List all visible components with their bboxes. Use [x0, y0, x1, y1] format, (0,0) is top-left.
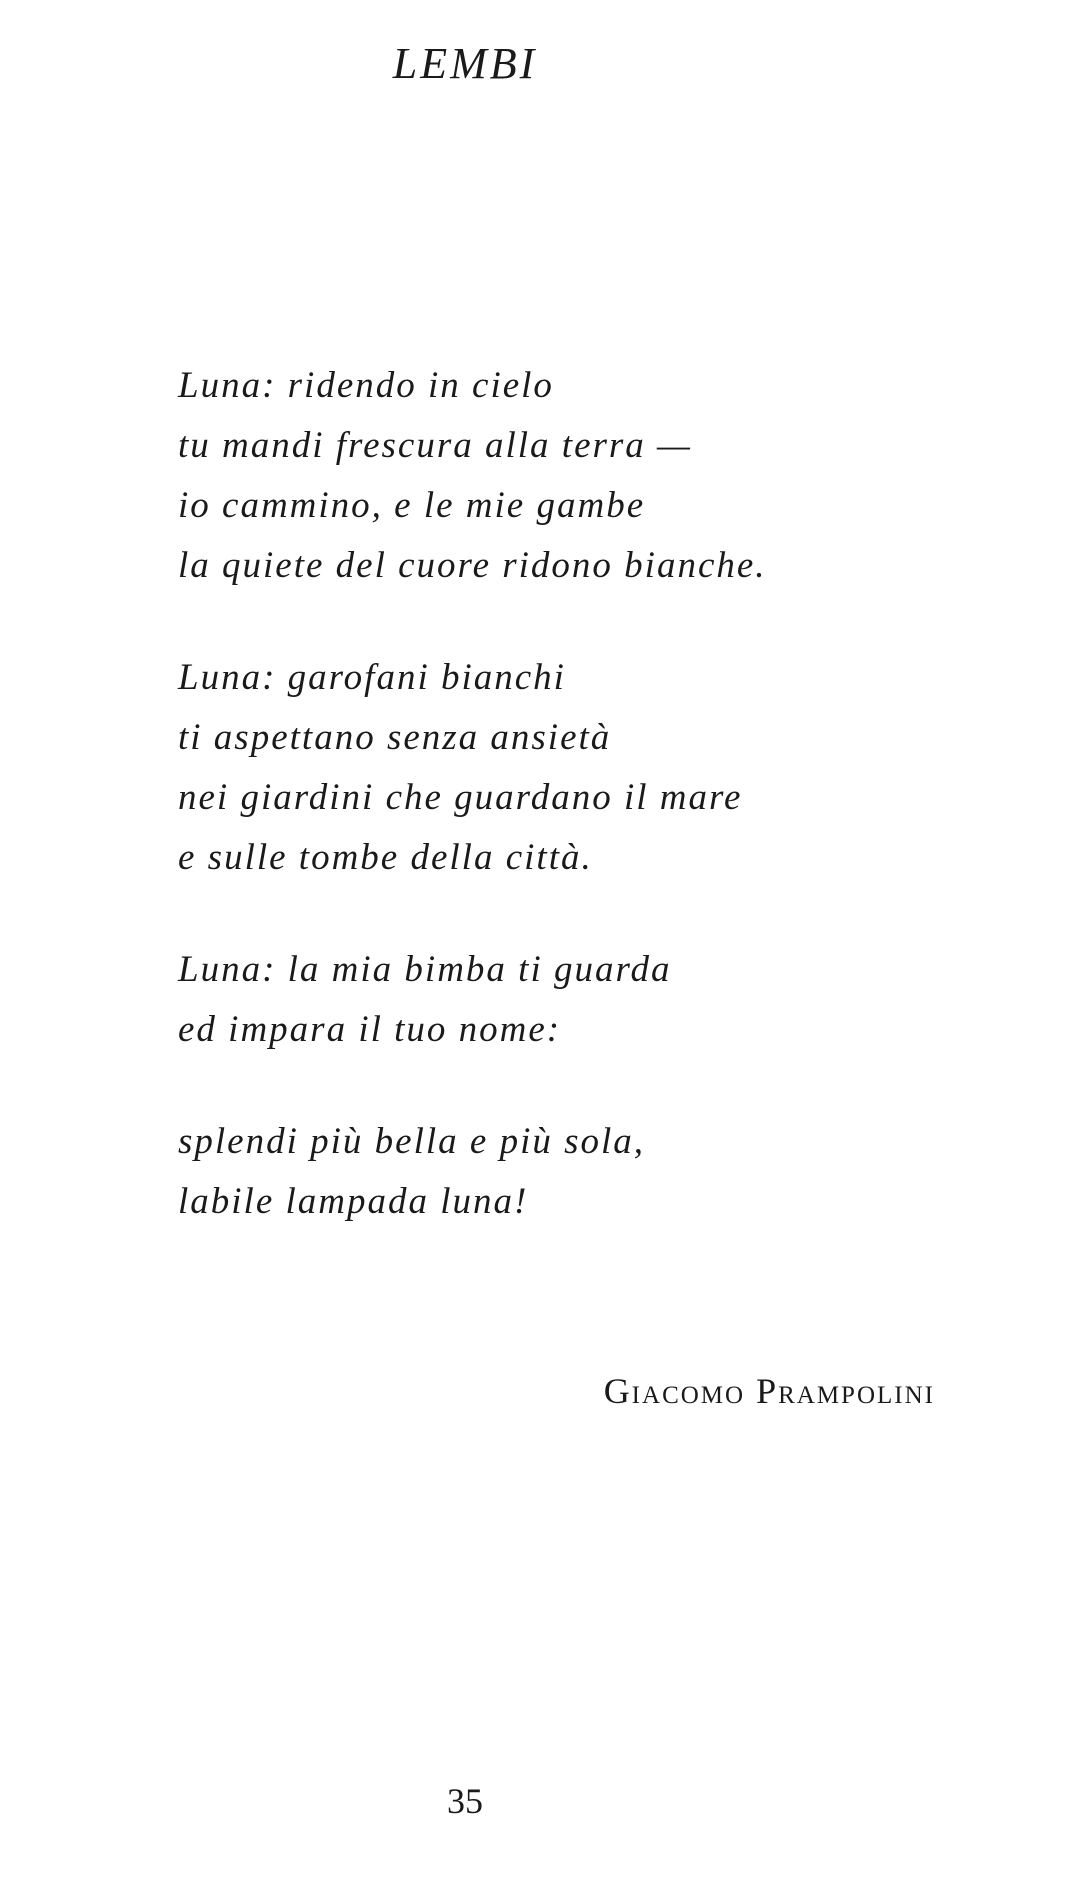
stanza-4 — [178, 1112, 767, 1232]
poem-line: nei giardini che guardano il mare — [178, 777, 743, 818]
poem-line: e sulle tombe della città. — [178, 837, 593, 878]
poem-line: la quiete del cuore ridono bianche. — [178, 545, 767, 586]
poem-line: io cammino, e le mie gambe — [178, 485, 646, 526]
page-number: 35 — [447, 1781, 483, 1821]
poem-line: ti aspettano senza ansietà — [178, 717, 612, 758]
poem-line: ed impara il tuo nome: — [178, 1009, 562, 1050]
poem-line: labile lampada luna! — [178, 1181, 529, 1222]
stanza-1 — [178, 356, 767, 596]
poem-line: tu mandi frescura alla terra — — [178, 425, 692, 466]
author-signature: Giacomo Prampolini — [603, 1371, 935, 1411]
poem-line: splendi più bella e più sola, — [178, 1121, 646, 1162]
stanza-2 — [178, 648, 767, 888]
poem-body — [178, 356, 767, 1284]
poem-line: Luna: ridendo in cielo — [178, 365, 554, 406]
stanza-3 — [178, 940, 767, 1060]
poem-line: Luna: garofani bianchi — [178, 657, 566, 698]
poem-line: Luna: la mia bimba ti guarda — [178, 949, 672, 990]
poem-title: LEMBI — [392, 39, 538, 88]
